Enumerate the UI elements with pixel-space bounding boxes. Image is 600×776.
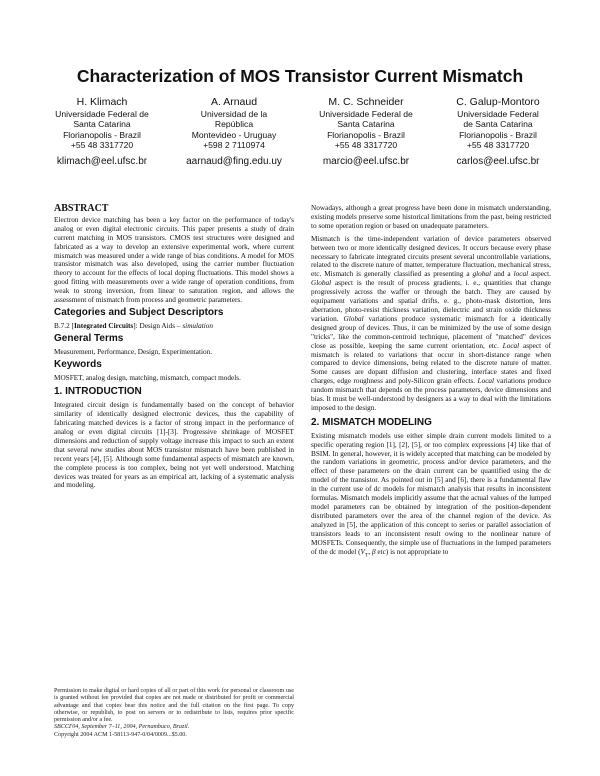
permission-text: Permission to make digital or hard copies of all or part of this work for personal or classroom use is granted without fee provided that copies are not made or distributed for profit or commercial advantage and that copies bear this notice and the full citation on the first page. To copy otherwise, or republish, to post on servers or to redistribute to lists, requires prior specific permission and/or a fee.	[54, 688, 294, 724]
author-phone: +55 48 3317720	[334, 139, 398, 150]
author-name: A. Arnaud	[210, 96, 258, 108]
text-run: Mismatch is the time-independent variation of device parameters observed between two or more identically designed devices. It occurs because every phase necessary to fabricate integrated circuits present several uncontrollable variations, related to the discrete nature of matter, temperature fluctuation, mechanical stress, etc. Mismatch is generally classified as presenting a	[311, 234, 551, 279]
text-run: variations produce systematic mismatch for a identically designed group of devices. Thus, it can be minimized by the use of some design "tricks", like the common-centroid technique, placement of "matched" devices close as possible, keeping the same current orientation, etc.	[311, 314, 551, 350]
text-run: etc) is not appropriate to	[375, 547, 449, 556]
author-name: H. Klimach	[76, 96, 128, 108]
author-1	[40, 96, 164, 167]
keywords-heading: Keywords	[54, 358, 102, 370]
author-affiliation-line: Universidad de la	[200, 109, 268, 119]
text-run: aspect.	[528, 270, 551, 279]
text-run: aspect of mismatch is related to variations that occur in short-distance range when compared to device dimensions, being related to the discrete nature of matter. Some causes are dopant diffusion and clustering, interface states and fixed charges, edge roughness and poly-Silicon grain effects.	[311, 341, 551, 386]
text-run: Existing mismatch models use either simple drain current models limited to a specific operating region [1], [2], [5], or too complex expressions [4] like that of BSIM. In general, however, it is widely accepted that matching can be modeled by the random variations in geometric, process and/or device parameters, and the effect of these parameters on the drain current can be quantified using the dc model of the transistor. As pointed out in [5] and [6], there is a fundamental flaw in the current use of dc models for mismatch analysis that results in inconsistent formulas. Mismatch models implicitly assume that the actual values of the lumped model parameters can be obtained by integration of the position-dependent distributed parameters over the area of the channel region of the device. As analyzed in [5], the application of this concept to series or parallel association of transistors leads to an inconsistent result owing to the nonlinear nature of MOSFETs. Consequently, the simple use of fluctuations in the lumped parameters of the dc model (	[311, 431, 551, 556]
text-run: variations produce random mismatch that depends on the process parameters, device dimensions and bias. It must be well-understood by designers as a way to deal with the limitations imposed to the design.	[311, 377, 551, 412]
categories-heading: Categories and Subject Descriptors	[54, 306, 224, 318]
author-affiliation-line: de Santa Catarina	[463, 119, 533, 130]
categories-mid: ]: Design Aids –	[133, 321, 183, 330]
author-phone: +598 2 7110974	[203, 139, 265, 150]
paragraph-mismatch-modeling	[311, 432, 551, 560]
text-run-italic: global	[472, 270, 492, 279]
keywords-text: MOSFET, analog design, matching, mismatch, compact models.	[54, 373, 241, 382]
abstract-text: Electron device matching has been a key factor on the performance of today's analog or even digital electronic circuits. This paper presents a study of drain current matching in MOS transistors. CMOS test structures were designed and fabricated as a way to develop an extensive experimental work, where current mismatch was measured under a wide range of bias conditions. A model for MOS transistor mismatch was also developed, using the carrier number fluctuation theory to account for the effects of local doping fluctuations. This model shows a good fitting with measurements over a wide range of operation conditions, from weak to strong inversion, from linear to saturation region, and allows the assessment of mismatch from process and geometric parameters.	[54, 215, 294, 305]
paragraph-mismatch-definition	[311, 235, 551, 413]
author-email: aarnaud@fing.edu.uy	[186, 156, 282, 168]
text-run: aspect is the result of process gradients, i. e., quantities that change progressively across the waffer or through the batch. They are caused by equipament variations and spatial drifts, e. g., photo-mask distortion, lens aberration, photo-resist thickness variation, dielectric and strain oxide thickness variation.	[311, 279, 551, 323]
author-3	[304, 96, 428, 167]
author-email: marcio@eel.ufsc.br	[322, 156, 410, 168]
text-run: and a	[491, 270, 514, 279]
categories-bold: Integrated Circuits	[73, 321, 134, 330]
author-affiliation-line: Universidade Federal	[457, 109, 539, 119]
introduction-heading: 1. INTRODUCTION	[54, 386, 142, 398]
symbol-vt: V	[360, 547, 365, 556]
author-affiliation-line: Florianopolis - Brazil	[327, 129, 405, 140]
introduction-text: Integrated circuit design is fundamentally based on the concept of behavior similarity of identically designed electronic devices, thus the capability of fabricating matched devices is a factor of strong impact in the performance of analog or even digital circuits [1]-[3]. Progressive shrinkage of MOSFET dimensions and reduction of supply voltage increase this impact to such an extent that several new studies about MOS transistor mismatch have been published in recent years [4], [5]. Although some fundamental aspects of mismatch are known, the complete process is too complex, being not yet well understood. Matching devices was treated for years as an empirical art, lacking of a systematic analysis and modeling.	[54, 401, 294, 490]
author-affiliation-line: Florianopolis - Brazil	[63, 129, 141, 140]
paragraph-nowadays: Nowadays, although a great progress have been done in mismatch understanding, existing models preserve some historical limitations from the past, being restricted to some operation region or based on unadequate parameters.	[311, 204, 551, 230]
right-column	[311, 204, 551, 564]
symbol-vt-subscript: T	[364, 551, 369, 558]
author-name: M. C. Schneider	[328, 96, 404, 108]
permission-notice	[54, 688, 294, 739]
author-2	[172, 96, 296, 167]
categories-text	[54, 322, 294, 331]
author-affiliation-line: República	[214, 119, 254, 130]
mismatch-modeling-heading: 2. MISMATCH MODELING	[311, 416, 432, 428]
categories-code: B.7.2 [	[54, 321, 74, 330]
author-phone: +55 48 3317720	[70, 139, 134, 150]
author-email: carlos@eel.ufsc.br	[456, 156, 540, 168]
paper-title: Characterization of MOS Transistor Current Mismatch	[76, 66, 524, 86]
author-phone: +55 48 3317720	[466, 139, 530, 150]
general-terms-heading: General Terms	[54, 332, 124, 344]
text-run: ,	[368, 547, 372, 556]
author-affiliation-line: Universidade Federal de	[319, 109, 413, 119]
text-run-italic: Local	[477, 377, 495, 386]
author-email: klimach@eel.ufsc.br	[56, 156, 148, 168]
left-column	[54, 205, 294, 494]
text-run-italic: Local	[502, 341, 520, 350]
author-affiliation-line: Santa Catarina	[337, 119, 395, 130]
author-4	[436, 96, 560, 167]
author-affiliation-line: Santa Catarina	[73, 119, 131, 130]
general-terms-text: Measurement, Performance, Design, Experimentation.	[54, 347, 213, 356]
symbol-beta: β	[371, 547, 376, 556]
text-run-italic: Global	[343, 314, 364, 323]
author-affiliation-line: Montevideo - Uruguay	[191, 129, 277, 140]
categories-italic: simulation	[182, 321, 213, 330]
copyright-line: Copyright 2004 ACM 1-58113-947-0/04/0009...$5.00.	[54, 731, 187, 738]
author-block	[40, 96, 560, 167]
author-affiliation-line: Florianopolis - Brazil	[459, 129, 537, 140]
abstract-heading: ABSTRACT	[54, 203, 109, 214]
author-affiliation-line: Universidade Federal de	[55, 109, 149, 119]
author-name: C. Galup-Montoro	[456, 96, 540, 108]
conference-venue: SBCCI'04, September 7–11, 2004, Pernambuco, Brazil.	[54, 724, 190, 731]
text-run-italic: local	[513, 270, 529, 279]
text-run-italic: Global	[311, 279, 332, 288]
